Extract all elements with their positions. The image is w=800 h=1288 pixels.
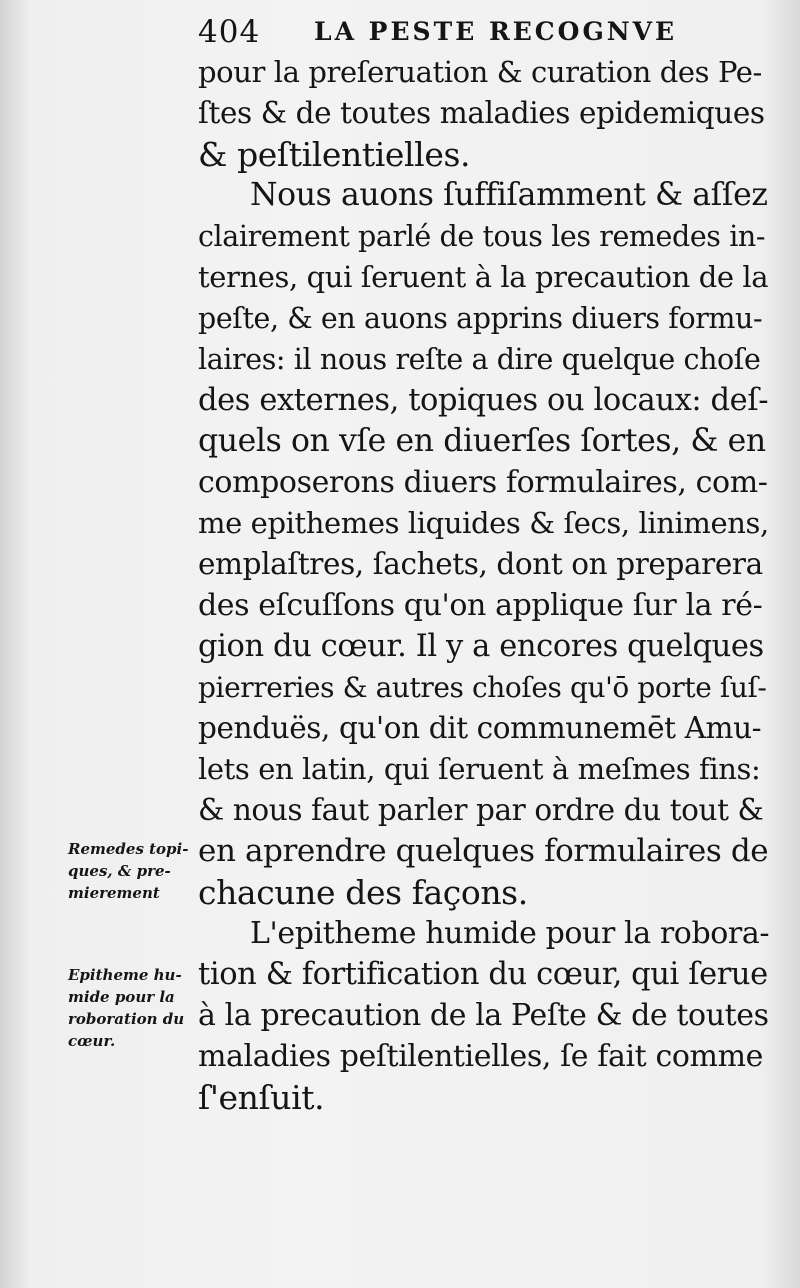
text-line: penduës, qu'on dit communemēt Amu- <box>198 711 762 745</box>
margin-note-line: roboration du <box>68 1010 185 1028</box>
margin-note-line: Remedes topi- <box>68 840 189 858</box>
running-title: LA PESTE RECOGNVE <box>314 17 678 46</box>
text-line: chacune des façons. <box>198 873 528 912</box>
text-line: ternes, qui ſeruent à la precaution de la <box>198 260 769 294</box>
margin-note-remedes-topiques <box>68 838 198 904</box>
margin-note-line: mide pour la <box>68 988 175 1006</box>
margin-note-epitheme-humide <box>68 964 198 1052</box>
text-line: clairement parlé de tous les remedes in- <box>198 220 766 253</box>
text-line: des eſcuſſons qu'on applique ſur la ré- <box>198 588 763 623</box>
text-line: pierreries & autres choſes qu'ō porte ſuſ- <box>198 671 767 704</box>
margin-note-line: Epitheme hu- <box>68 966 182 984</box>
text-line: maladies peſtilentielles, ſe fait comme <box>198 1039 763 1074</box>
margin-note-line: cœur. <box>68 1032 116 1050</box>
page-number: 404 <box>198 14 261 50</box>
text-line: gion du cœur. Il y a encores quelques <box>198 629 764 664</box>
text-line: quels on vſe en diuerſes ſortes, & en <box>198 423 766 459</box>
page-header <box>198 8 758 52</box>
text-line: ſtes & de toutes maladies epidemiques <box>198 96 765 130</box>
text-line: à la precaution de la Peſte & de toutes <box>198 998 769 1033</box>
text-line: composerons diuers formulaires, com- <box>198 465 768 500</box>
paragraph-start-line: L'epitheme humide pour la robora- <box>250 916 770 951</box>
text-line: & peſtilentielles. <box>198 135 471 174</box>
text-line: peſte, & en auons apprins diuers formu- <box>198 302 763 335</box>
text-line: & nous faut parler par ordre du tout & <box>198 793 764 827</box>
margin-note-line: mierement <box>68 884 160 902</box>
text-line: en aprendre quelques formulaires de <box>198 833 769 869</box>
text-line: des externes, topiques ou locaux: deſ- <box>198 383 769 418</box>
paragraph-start-line: Nous auons ſuffiſamment & aſſez <box>250 177 768 213</box>
text-line: lets en latin, qui ſeruent à meſmes fins: <box>198 752 761 786</box>
text-line: laires: il nous reſte a dire quelque choſe <box>198 343 761 376</box>
body-text <box>198 52 768 1118</box>
text-line: emplaſtres, ſachets, dont on preparera <box>198 547 763 581</box>
text-line: ſ'enſuit. <box>198 1078 325 1117</box>
text-line: me epithemes liquides & ſecs, linimens, <box>198 506 769 540</box>
margin-note-line: ques, & pre- <box>68 862 171 880</box>
text-line: pour la preſeruation & curation des Pe- <box>198 55 762 89</box>
text-line: tion & fortification du cœur, qui ſerue <box>198 957 768 992</box>
